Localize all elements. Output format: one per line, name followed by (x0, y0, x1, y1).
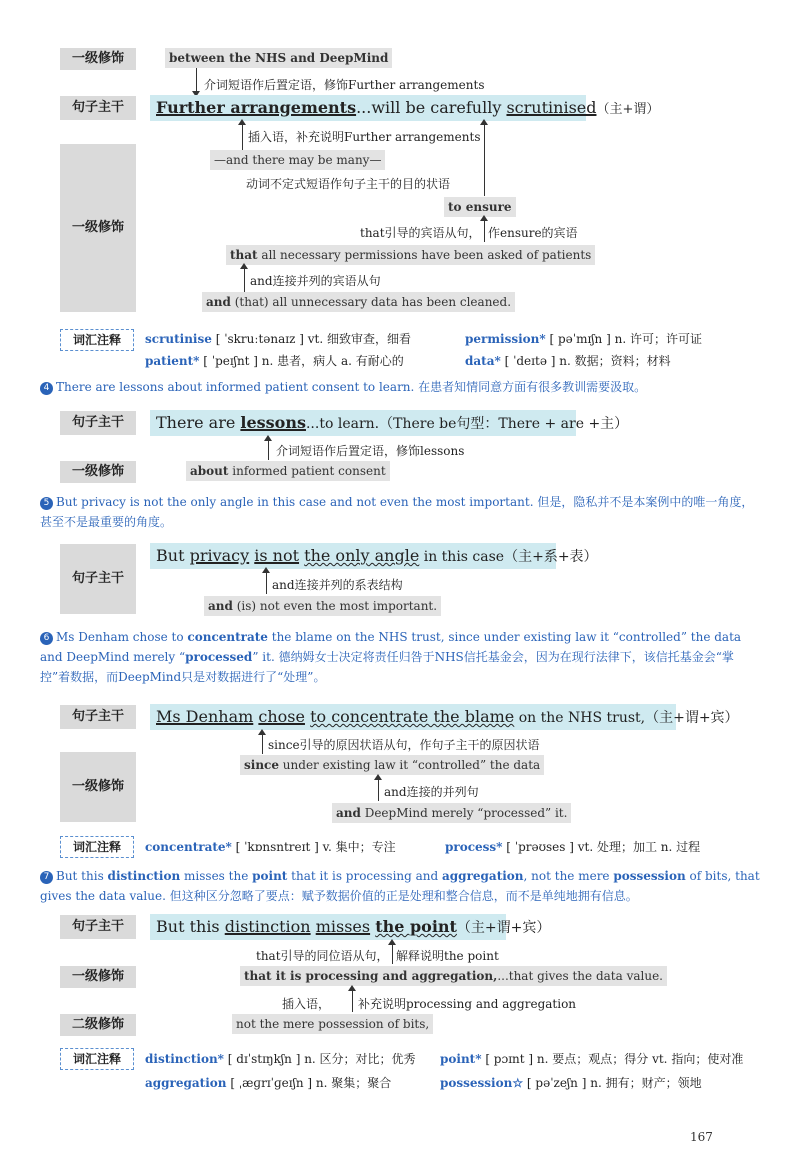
note-ensure-object: 作ensure的宾语 (488, 226, 578, 240)
vocab-aggregation: aggregation [ ˌæɡrɪˈɡeɪʃn ] n. 聚集；聚合 (145, 1076, 392, 1090)
sentence-7: 7 But this distinction misses the point that it is processing and aggregation, not the mere possession of bits, that gives the data value. 但这种区分忽略了要点：赋予数据价值的正是处理和整合信息，而不是单纯地拥有信息。 (40, 869, 760, 903)
vocab-possession: possession☆ [ pəˈzeʃn ] n. 拥有；财产；领地 (440, 1076, 702, 1090)
vocab-permission: permission* [ pəˈmɪʃn ] n. 许可；许可证 (465, 332, 702, 346)
sentence-5: 5 But privacy is not the only angle in this case and not even the most important. 但是，隐私并不是本案例中的唯一角度，甚至不是最重要的角度。 (40, 495, 754, 529)
main-clause-1: Further arrangements...will be carefully scrutinised（主+谓） (150, 95, 586, 121)
note-purpose: 动词不定式短语作句子主干的目的状语 (246, 177, 451, 191)
arrow-up-5 (266, 572, 267, 594)
arrow-up-7b (352, 990, 353, 1012)
main-clause-7: But this distinction misses the point（主+谓+宾） (150, 914, 506, 940)
arrow-up-that (484, 220, 485, 242)
since-clause: since under existing law it “controlled” the data (240, 755, 544, 775)
arrow-up-6 (262, 734, 263, 754)
note-since: since引导的原因状语从句，作句子主干的原因状语 (268, 738, 540, 752)
vocab-label-7: 词汇注释 (60, 1048, 134, 1070)
modifier-between: between the NHS and DeepMind (165, 48, 392, 68)
modifier-and-5: and (is) not even the most important. (204, 596, 441, 616)
arrow-up-insert (242, 124, 243, 150)
note-that-7: that引导的同位语从句， (256, 949, 389, 963)
vocab-label-6: 词汇注释 (60, 836, 134, 858)
sentence-4: 4 There are lessons about informed patient consent to learn. 在患者知情同意方面有很多教训需要汲取。 (40, 377, 760, 397)
label-main-clause-7: 句子主干 (60, 915, 136, 939)
note-prep-phrase: 介词短语作后置定语，修饰Further arrangements (204, 78, 485, 92)
label-main-clause: 句子主干 (60, 96, 136, 120)
vocab-point: point* [ pɔɪnt ] n. 要点；观点；得分 vt. 指向；使对准 (440, 1052, 744, 1066)
vocab-concentrate: concentrate* [ ˈkɒnsntreɪt ] v. 集中；专注 (145, 840, 396, 854)
main-clause-6: Ms Denham chose to concentrate the blame on the NHS trust,（主+谓+宾） (150, 704, 676, 730)
label-main-clause-4: 句子主干 (60, 411, 136, 435)
note-insert-1: 插入语，补充说明Further arrangements (248, 130, 481, 144)
label-level2-modifier-7: 二级修饰 (60, 1014, 136, 1036)
page-number: 167 (690, 1130, 713, 1144)
label-main-clause-5: 句子主干 (60, 544, 136, 614)
to-ensure: to ensure (444, 197, 516, 217)
label-main-clause-6: 句子主干 (60, 705, 136, 729)
sentence-6: 6 Ms Denham chose to concentrate the blame on the NHS trust, since under existing law it “controlled” the data and DeepMind merely “processed” it. 德纳姆女士决定将责任归咎于NHS信托基金会，因为在现行法律下，该信托基金会“掌控”着数据，而DeepMind只是对数据进行了“处理”。 (40, 630, 742, 684)
insert-and-there: —and there may be many— (210, 150, 385, 170)
note-insert2-7: 补充说明processing and aggregation (358, 997, 577, 1011)
arrow-up-4 (268, 440, 269, 460)
label-level1-modifier-6: 一级修饰 (60, 752, 136, 822)
note-explain-7: 解释说明the point (396, 949, 499, 963)
arrow-up-6b (378, 779, 379, 801)
label-level1-modifier: 一级修饰 (60, 48, 136, 70)
arrow-down-1 (196, 68, 197, 92)
level2-not-mere: not the mere possession of bits, (232, 1014, 433, 1034)
vocab-scrutinise: scrutinise [ ˈskruːtənaɪz ] vt. 细致审查，细看 (145, 332, 411, 346)
vocab-label-1: 词汇注释 (60, 329, 134, 351)
note-and-object: and连接并列的宾语从句 (250, 274, 381, 288)
label-level1-modifier-4: 一级修饰 (60, 461, 136, 483)
arrow-up-and (244, 268, 245, 292)
that-clause: that all necessary permissions have been asked of patients (226, 245, 595, 265)
note-4: 介词短语作后置定语，修饰lessons (276, 444, 465, 458)
arrow-up-7 (392, 944, 393, 964)
vocab-distinction: distinction* [ dɪˈstɪŋkʃn ] n. 区分；对比；优秀 (145, 1052, 416, 1066)
main-clause-5: But privacy is not the only angle in this case（主+系+表） (150, 543, 556, 569)
vocab-process: process* [ ˈprəʊses ] vt. 处理；加工 n. 过程 (445, 840, 701, 854)
that-clause-7: that it is processing and aggregation,...that gives the data value. (240, 966, 667, 986)
note-insert-7: 插入语， (282, 997, 331, 1011)
note-object-clause: that引导的宾语从句， (360, 226, 481, 240)
modifier-about: about informed patient consent (186, 461, 390, 481)
label-level1-modifier-7: 一级修饰 (60, 966, 136, 988)
vocab-patient: patient* [ ˈpeɪʃnt ] n. 患者，病人 a. 有耐心的 (145, 354, 404, 368)
main-clause-4: There are lessons...to learn.（There be句型：There + are +主） (150, 410, 576, 436)
and-clause: and (that) all unnecessary data has been cleaned. (202, 292, 515, 312)
label-level1-modifier-2: 一级修饰 (60, 144, 136, 312)
and-clause-6: and DeepMind merely “processed” it. (332, 803, 571, 823)
note-and-6: and连接的并列句 (384, 785, 479, 799)
vocab-data: data* [ ˈdeɪtə ] n. 数据；资料；材料 (465, 354, 671, 368)
arrow-up-ensure (484, 124, 485, 196)
note-5: and连接并列的系表结构 (272, 578, 403, 592)
